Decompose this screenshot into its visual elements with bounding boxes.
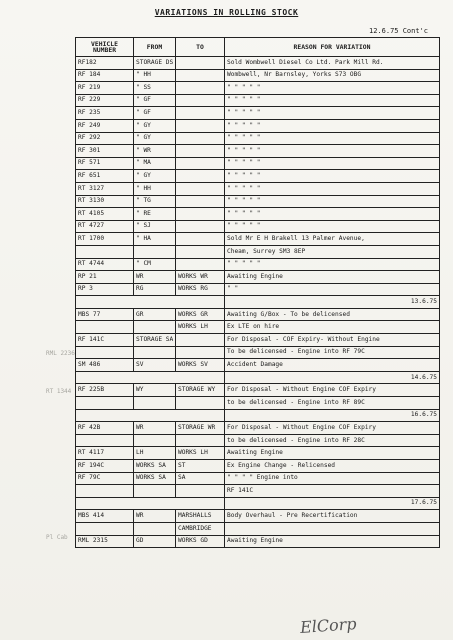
cell-from: WR bbox=[134, 422, 176, 435]
cell-reason: " " " " " bbox=[225, 82, 440, 95]
cell-vehicle: RF 225B bbox=[76, 384, 134, 397]
table-row bbox=[76, 94, 440, 107]
cell-from: WORKS SA bbox=[134, 472, 176, 485]
column-header-reason: REASON FOR VARIATION bbox=[225, 38, 440, 57]
cell-to bbox=[176, 346, 225, 359]
blank-cell bbox=[76, 497, 225, 510]
table-row bbox=[76, 460, 440, 473]
bleed-through-text: RML 2236 bbox=[46, 350, 75, 357]
table-row bbox=[76, 447, 440, 460]
cell-vehicle: RF 79C bbox=[76, 472, 134, 485]
cell-reason: To be delicensed - Engine into RF 79C bbox=[225, 346, 440, 359]
table-row bbox=[76, 472, 440, 485]
cell-reason: " " " " " bbox=[225, 145, 440, 158]
cell-reason: Accident Damage bbox=[225, 359, 440, 372]
table-row bbox=[76, 170, 440, 183]
cell-reason: " " " " " bbox=[225, 182, 440, 195]
cell-vehicle: RF 571 bbox=[76, 157, 134, 170]
cell-from: " HA bbox=[134, 233, 176, 246]
table-row bbox=[76, 258, 440, 271]
cell-reason: Body Overhaul - Pre Recertification bbox=[225, 510, 440, 523]
cell-from bbox=[134, 245, 176, 258]
cell-to: MARSHALLS bbox=[176, 510, 225, 523]
cell-vehicle: RT 1700 bbox=[76, 233, 134, 246]
cell-reason: " " " " " bbox=[225, 258, 440, 271]
table-row bbox=[76, 233, 440, 246]
cell-from: RG bbox=[134, 283, 176, 296]
cell-from: " GY bbox=[134, 119, 176, 132]
table-row bbox=[76, 283, 440, 296]
table-header-row bbox=[76, 38, 440, 57]
cell-from: " CM bbox=[134, 258, 176, 271]
cell-vehicle: RF 229 bbox=[76, 94, 134, 107]
cell-to: SA bbox=[176, 472, 225, 485]
column-header-vehicle: VEHICLE NUMBER bbox=[76, 38, 134, 57]
cell-from bbox=[134, 346, 176, 359]
cell-vehicle: RF 292 bbox=[76, 132, 134, 145]
cell-from bbox=[134, 485, 176, 498]
cell-vehicle: RT 4105 bbox=[76, 208, 134, 221]
cell-reason: For Disposal - Without Engine COF Expiry bbox=[225, 422, 440, 435]
table-row bbox=[76, 82, 440, 95]
cell-to bbox=[176, 397, 225, 410]
cell-from: " GY bbox=[134, 132, 176, 145]
cell-from bbox=[134, 522, 176, 535]
cell-vehicle bbox=[76, 397, 134, 410]
cell-from: WR bbox=[134, 510, 176, 523]
cell-to: WORKS GR bbox=[176, 308, 225, 321]
cell-to bbox=[176, 82, 225, 95]
cell-to bbox=[176, 69, 225, 82]
cell-from bbox=[134, 397, 176, 410]
cell-vehicle: RF 141C bbox=[76, 334, 134, 347]
cell-from: STORAGE DS bbox=[134, 57, 176, 70]
table-row bbox=[76, 145, 440, 158]
cell-vehicle: RF 219 bbox=[76, 82, 134, 95]
cell-vehicle: RT 3130 bbox=[76, 195, 134, 208]
cell-to bbox=[176, 208, 225, 221]
cell-reason: " " bbox=[225, 283, 440, 296]
table-row bbox=[76, 308, 440, 321]
column-header-to: TO bbox=[176, 38, 225, 57]
cell-from: " SJ bbox=[134, 220, 176, 233]
cell-vehicle: MBS 414 bbox=[76, 510, 134, 523]
date-section-row bbox=[76, 296, 440, 309]
cell-reason: " " " " Engine into bbox=[225, 472, 440, 485]
table-row bbox=[76, 522, 440, 535]
table-row bbox=[76, 359, 440, 372]
cell-vehicle: RF 235 bbox=[76, 107, 134, 120]
cell-from: " GF bbox=[134, 107, 176, 120]
cell-vehicle: SM 486 bbox=[76, 359, 134, 372]
cell-reason bbox=[225, 522, 440, 535]
table-row bbox=[76, 510, 440, 523]
cell-to bbox=[176, 57, 225, 70]
cell-reason: " " " " " bbox=[225, 195, 440, 208]
cell-to bbox=[176, 485, 225, 498]
table-row bbox=[76, 271, 440, 284]
cell-to bbox=[176, 107, 225, 120]
cell-reason: " " " " " bbox=[225, 157, 440, 170]
cell-reason: " " " " " bbox=[225, 208, 440, 221]
table-row bbox=[76, 57, 440, 70]
cell-to: ST bbox=[176, 460, 225, 473]
blank-cell bbox=[76, 371, 225, 384]
blank-cell bbox=[76, 296, 225, 309]
cell-vehicle: RT 4117 bbox=[76, 447, 134, 460]
cell-vehicle: RP 3 bbox=[76, 283, 134, 296]
cell-reason: " " " " " bbox=[225, 107, 440, 120]
cell-reason: Awaiting Engine bbox=[225, 271, 440, 284]
cell-reason: Awaiting G/Box - To be delicensed bbox=[225, 308, 440, 321]
cell-from: GD bbox=[134, 535, 176, 548]
cell-to: WORKS LH bbox=[176, 321, 225, 334]
table-row bbox=[76, 245, 440, 258]
date-section-row bbox=[76, 409, 440, 422]
cell-vehicle: RT 4727 bbox=[76, 220, 134, 233]
table-row bbox=[76, 69, 440, 82]
cell-reason: to be delicensed - Engine into RF 89C bbox=[225, 397, 440, 410]
table-row bbox=[76, 434, 440, 447]
cell-to: WORKS GD bbox=[176, 535, 225, 548]
cell-reason: Cheam, Surrey SM3 8EP bbox=[225, 245, 440, 258]
table-body bbox=[76, 57, 440, 548]
column-header-from: FROM bbox=[134, 38, 176, 57]
cell-reason: " " " " " bbox=[225, 220, 440, 233]
table-row bbox=[76, 321, 440, 334]
cell-to: STORAGE WY bbox=[176, 384, 225, 397]
cell-reason: Wombwell, Nr Barnsley, Yorks S73 OBG bbox=[225, 69, 440, 82]
cell-from: WR bbox=[134, 271, 176, 284]
cell-reason: " " " " " bbox=[225, 170, 440, 183]
cell-to: WORKS WR bbox=[176, 271, 225, 284]
table-row bbox=[76, 107, 440, 120]
cell-to bbox=[176, 132, 225, 145]
cell-reason: Sold Mr E H Brakell 13 Palmer Avenue, bbox=[225, 233, 440, 246]
cell-from: " MA bbox=[134, 157, 176, 170]
cell-vehicle: RML 2315 bbox=[76, 535, 134, 548]
table-row bbox=[76, 208, 440, 221]
cell-reason: Ex Engine Change - Relicensed bbox=[225, 460, 440, 473]
cell-from: " GF bbox=[134, 94, 176, 107]
date-section-row bbox=[76, 497, 440, 510]
header-date: 12.6.75 Cont'c bbox=[369, 27, 429, 35]
cell-vehicle: RF 301 bbox=[76, 145, 134, 158]
table-row bbox=[76, 220, 440, 233]
bleed-through-text: RT 1344 bbox=[46, 388, 72, 395]
cell-to bbox=[176, 157, 225, 170]
cell-to bbox=[176, 195, 225, 208]
cell-vehicle: RF 249 bbox=[76, 119, 134, 132]
cell-to bbox=[176, 334, 225, 347]
cell-reason: " " " " " bbox=[225, 119, 440, 132]
cell-from: " HH bbox=[134, 182, 176, 195]
cell-reason: to be delicensed - Engine into RF 28C bbox=[225, 434, 440, 447]
table-row bbox=[76, 397, 440, 410]
cell-to bbox=[176, 258, 225, 271]
table-row bbox=[76, 195, 440, 208]
cell-to bbox=[176, 119, 225, 132]
table-row bbox=[76, 535, 440, 548]
section-date: 14.6.75 bbox=[225, 371, 440, 384]
cell-from: " HH bbox=[134, 69, 176, 82]
cell-vehicle: RT 3127 bbox=[76, 182, 134, 195]
cell-to: WORKS LH bbox=[176, 447, 225, 460]
signature: ElCorp bbox=[299, 614, 358, 637]
cell-vehicle bbox=[76, 522, 134, 535]
cell-reason: Awaiting Engine bbox=[225, 535, 440, 548]
cell-reason: Sold Wombwell Diesel Co Ltd. Park Mill Rd. bbox=[225, 57, 440, 70]
cell-to bbox=[176, 220, 225, 233]
cell-reason: For Disposal - Without Engine COF Expiry bbox=[225, 384, 440, 397]
cell-to bbox=[176, 94, 225, 107]
cell-from bbox=[134, 321, 176, 334]
cell-from: SV bbox=[134, 359, 176, 372]
cell-reason: For Disposal - COF Expiry- Without Engine bbox=[225, 334, 440, 347]
cell-vehicle bbox=[76, 434, 134, 447]
cell-to bbox=[176, 170, 225, 183]
date-section-row bbox=[76, 371, 440, 384]
cell-reason: " " " " " bbox=[225, 94, 440, 107]
cell-vehicle: RF 42B bbox=[76, 422, 134, 435]
cell-vehicle: RF 184 bbox=[76, 69, 134, 82]
blank-cell bbox=[76, 409, 225, 422]
cell-reason: RF 141C bbox=[225, 485, 440, 498]
cell-vehicle: RF 194C bbox=[76, 460, 134, 473]
bleed-through-text: Pl Cab bbox=[46, 534, 68, 541]
cell-from bbox=[134, 434, 176, 447]
cell-vehicle: RT 4744 bbox=[76, 258, 134, 271]
section-date: 13.6.75 bbox=[225, 296, 440, 309]
table-row bbox=[76, 384, 440, 397]
cell-from: WORKS SA bbox=[134, 460, 176, 473]
cell-to bbox=[176, 233, 225, 246]
cell-from: GR bbox=[134, 308, 176, 321]
cell-vehicle: MBS 77 bbox=[76, 308, 134, 321]
table-row bbox=[76, 132, 440, 145]
cell-from: " RE bbox=[134, 208, 176, 221]
cell-to bbox=[176, 434, 225, 447]
cell-vehicle bbox=[76, 346, 134, 359]
cell-from: LH bbox=[134, 447, 176, 460]
cell-vehicle bbox=[76, 321, 134, 334]
table-row bbox=[76, 422, 440, 435]
cell-to: WORKS RG bbox=[176, 283, 225, 296]
cell-from: WY bbox=[134, 384, 176, 397]
cell-from: STORAGE SA bbox=[134, 334, 176, 347]
cell-to: WORKS SV bbox=[176, 359, 225, 372]
cell-reason: Awaiting Engine bbox=[225, 447, 440, 460]
table-row bbox=[76, 119, 440, 132]
cell-vehicle bbox=[76, 245, 134, 258]
cell-reason: Ex LTE on hire bbox=[225, 321, 440, 334]
cell-vehicle bbox=[76, 485, 134, 498]
cell-vehicle: RF182 bbox=[76, 57, 134, 70]
cell-from: " GY bbox=[134, 170, 176, 183]
cell-to bbox=[176, 145, 225, 158]
cell-to: STORAGE WR bbox=[176, 422, 225, 435]
cell-vehicle: RF 651 bbox=[76, 170, 134, 183]
table-row bbox=[76, 346, 440, 359]
section-date: 17.6.75 bbox=[225, 497, 440, 510]
table-row bbox=[76, 182, 440, 195]
cell-vehicle: RP 21 bbox=[76, 271, 134, 284]
rolling-stock-table bbox=[75, 37, 440, 548]
document-title: VARIATIONS IN ROLLING STOCK bbox=[154, 8, 299, 17]
cell-to: CAMBRIDGE bbox=[176, 522, 225, 535]
cell-from: " WR bbox=[134, 145, 176, 158]
section-date: 16.6.75 bbox=[225, 409, 440, 422]
table-row bbox=[76, 334, 440, 347]
table-row bbox=[76, 485, 440, 498]
cell-to bbox=[176, 245, 225, 258]
cell-reason: " " " " " bbox=[225, 132, 440, 145]
cell-to bbox=[176, 182, 225, 195]
cell-from: " SS bbox=[134, 82, 176, 95]
table-row bbox=[76, 157, 440, 170]
cell-from: " TG bbox=[134, 195, 176, 208]
